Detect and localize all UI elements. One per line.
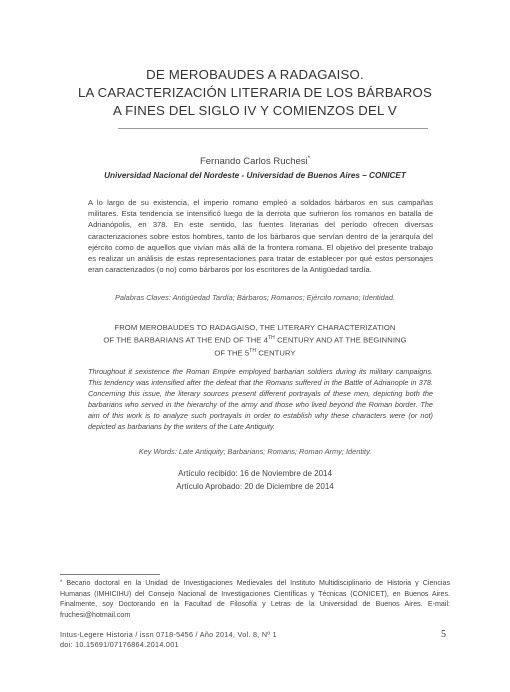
author [0,156,510,167]
footnote [60,578,450,620]
abstract-en: Throughout it sexistence the Roman Empire employed barbarian soldiers during its military campaigns. This tendency was intensified after the defeat that the Romans suffered in the Battle of Adrianople in 378. Concerning this issue, the literary sources present different portrayals of these men, depicting both the barbarians who served in the hierarchy of the army and those who lived beyond the Roman border. The aim of this work is to analyze such portrayals in order to establish why these characters were (or not) depicted as barbarians by the writers of the Late Antiquity. [88,367,433,432]
date-received: Artículo recibido: 16 de Noviembre de 2014 [178,469,332,478]
article-dates [0,467,510,493]
author-affiliation: Universidad Nacional del Nordeste - Universidad de Buenos Aires – CONICET [104,171,406,180]
footnote-divider [60,574,160,575]
english-title [80,322,430,358]
journal-citation: Intus-Legere Historia / issn 0718-5456 / Año 2014, Vol. 8, Nº 1 [60,630,277,639]
date-approved: Artículo Aprobado: 20 de Diciembre de 2014 [176,482,334,491]
footnote-text: Becario doctoral en la Unidad de Investigaciones Medievales del Instituto Multidisciplinario de Historia y Ciencias Humanas (IMHICIHU) del Consejo Nacional de Investigaciones Científicas y Técnicas (CONICET), en Buenos Aires. Finalmente, soy Doctorando en la Facultad de Filosofía y Letras de la Universidad de Buenos Aires. E-mail: fruchesi@hotmail.com [60,579,450,619]
abstract-es: A lo largo de su existencia, el imperio romano empleó a soldados bárbaros en sus campañas militares. Esta tendencia se intensificó luego de la derrota que sufrieron los romanos en batalla de Adrianópolis, en 378. En este sentido, las fuentes literarias del período ofrecen diversas caracterizaciones sobre estos hombres, tanto de los bárbaros que servían dentro de la jerarquía del ejército como de aquellos que vivían más allá de la frontera romana. El objetivo del presente trabajo es realizar un análisis de estas representaciones para tratar de establecer por qué estos personajes eran caracterizados (o no) como bárbaros por los escritores de la Antigüedad tardía. [88,198,433,275]
title-divider [118,128,428,129]
footnote-mark: * [60,580,63,586]
article-title [60,66,450,120]
keywords-es: Palabras Claves: Antigüedad Tardía; Bárbaros; Romanos; Ejército romano; Identidad. [114,293,396,302]
author-name: Fernando Carlos Ruchesi [199,156,308,168]
keywords-en: Key Words: Late Antiquity; Barbarians; Romans; Roman Army; Identity. [138,447,372,456]
title-line-2: LA CARACTERIZACIÓN LITERARIA DE LOS BÁRBAROS [78,85,432,100]
english-title-line-3: OF THE 5TH CENTURY [214,347,296,358]
english-title-line-2: OF THE BARBARIANS AT THE END OF THE 4TH CENTURY AND AT THE BEGINNING [103,335,407,345]
title-line-1: DE MEROBAUDES A RADAGAISO. [146,67,364,82]
doi: doi: 10.15691/07176864.2014.001 [60,640,179,649]
page-number: 5 [441,629,446,640]
title-line-3: A FINES DEL SIGLO IV Y COMIENZOS DEL V [113,103,397,118]
journal-footer [60,630,277,650]
author-footnote-mark: * [307,156,311,162]
english-title-line-1: FROM MEROBAUDES TO RADAGAISO, THE LITERARY CHARACTERIZATION [114,323,396,332]
